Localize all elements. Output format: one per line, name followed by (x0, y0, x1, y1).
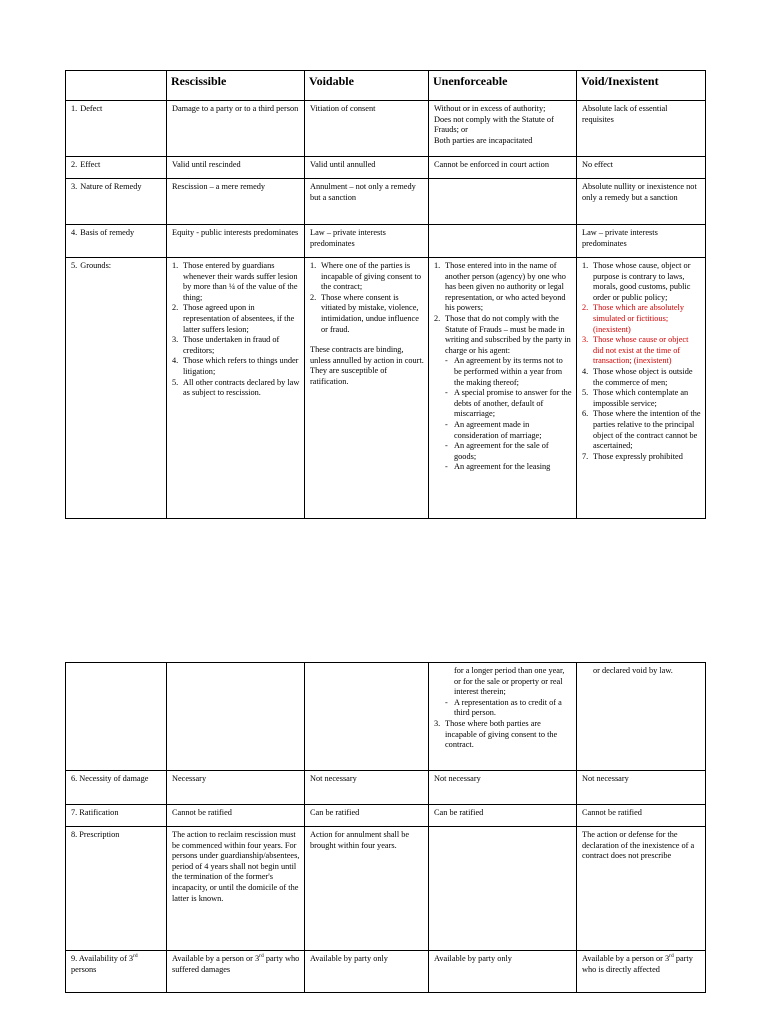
list-item: 2. Those that do not comply with the Statute of Frauds – must be made in writing and subscribed by the party in charge or his agent: (434, 313, 571, 355)
row-number: 4. (71, 228, 78, 237)
cell-rescissible: Equity - public interests predominates (167, 225, 305, 258)
cell-unenforceable (429, 258, 577, 519)
cell-voidable (305, 258, 429, 519)
text-line: Without or in excess of authority; (434, 104, 546, 113)
cell-voidable: Can be ratified (305, 805, 429, 827)
cell-unenforceable (429, 101, 577, 157)
cell-rescissible: The action to reclaim rescission must be commenced within four years. For persons under guardianship/absentees, period of 4 years shall not begin until the termination of the former's incapacity, or until the domicile of the latter is known. (167, 827, 305, 951)
cell-rescissible (167, 258, 305, 519)
sub-list-item-continued: for a longer period than one year, or for the sale or property or real interest therein; (454, 666, 565, 697)
cell-void: Absolute nullity or inexistence not only a remedy but a sanction (577, 179, 706, 225)
row-effect (66, 157, 706, 179)
list-item-highlighted: 2. Those which are absolutely simulated or fictitious; (inexistent) (582, 303, 685, 334)
row-number: 3. (71, 182, 78, 191)
cell-unenforceable: Cannot be enforced in court action (429, 157, 577, 179)
row-label: Grounds: (80, 261, 112, 270)
list-item: 1. Where one of the parties is incapable of giving consent to the contract; (310, 261, 421, 292)
list-item: 3. Those undertaken in fraud of creditors; (172, 335, 280, 355)
cell-rescissible: Rescission – a mere remedy (167, 179, 305, 225)
header-row (66, 71, 706, 101)
header-rescissible: Rescissible (167, 71, 305, 101)
list-item: 1. Those whose cause, object or purpose is contrary to laws, morals, good customs, public order or public policy; (582, 261, 691, 302)
row-label: 8. Prescription (66, 827, 167, 951)
row-availability (66, 951, 706, 993)
cell-void: Available by a person or 3rd party who is directly affected (577, 951, 706, 993)
cell-void (577, 258, 706, 519)
cell-voidable (305, 663, 429, 771)
cell-void: Cannot be ratified (577, 805, 706, 827)
cell-voidable: Action for annulment shall be brought within four years. (305, 827, 429, 951)
header-unenforceable: Unenforceable (429, 71, 577, 101)
row-nature-of-remedy (66, 179, 706, 225)
list-item: 1. Those entered by guardians whenever their wards suffer lesion by more than ¼ of the value of the thing; (172, 261, 298, 302)
cell-voidable: Annulment – not only a remedy but a sanction (305, 179, 429, 225)
cell-rescissible (167, 663, 305, 771)
cell-void: Absolute lack of essential requisites (577, 101, 706, 157)
comparison-table-page-1 (65, 70, 706, 519)
cell-rescissible: Valid until rescinded (167, 157, 305, 179)
sub-list-item: - A special promise to answer for the debts of another, default of miscarriage; (445, 388, 572, 419)
cell-unenforceable: Can be ratified (429, 805, 577, 827)
sub-list-item: - An agreement for the sale of goods; (445, 441, 549, 461)
cell-unenforceable: Available by party only (429, 951, 577, 993)
row-defect (66, 101, 706, 157)
row-label-cell (66, 101, 167, 157)
row-necessity-of-damage (66, 771, 706, 805)
row-label: 9. Availability of 3rd persons (66, 951, 167, 993)
row-label: 7. Ratification (66, 805, 167, 827)
header-void: Void/Inexistent (577, 71, 706, 101)
text-line: Does not comply with the Statute of Frauds; or (434, 114, 554, 135)
row-label-cell (66, 179, 167, 225)
cell-rescissible: Available by a person or 3rd party who suffered damages (167, 951, 305, 993)
cell-voidable: Valid until annulled (305, 157, 429, 179)
cell-void: The action or defense for the declaration of the inexistence of a contract does not prescribe (577, 827, 706, 951)
row-label: Basis of remedy (80, 228, 135, 237)
list-item: 5. All other contracts declared by law as subject to rescission. (172, 377, 300, 398)
row-number: 5. (71, 261, 78, 270)
sub-list-item: - A representation as to credit of a third person. (445, 697, 562, 718)
header-blank (66, 71, 167, 101)
sub-list-item: - An agreement for the leasing (445, 462, 551, 472)
list-item: 2. Those agreed upon in representation of absentees, if the latter suffers lesion; (172, 303, 295, 334)
cell-void (577, 663, 706, 771)
cell-void: Not necessary (577, 771, 706, 805)
row-label-cell (66, 663, 167, 771)
list-item: 2. Those where consent is vitiated by mistake, violence, intimidation, undue influence or fraud. (310, 292, 419, 334)
sub-list-item: - An agreement made in consideration of marriage; (445, 419, 542, 440)
list-item: 5. Those which contemplate an impossible service; (582, 388, 689, 408)
sub-list-item: - An agreement by its terms not to be performed within a year from the making thereof; (445, 356, 563, 387)
cell-voidable: Available by party only (305, 951, 429, 993)
list-item: 4. Those which refers to things under litigation; (172, 356, 299, 376)
list-item: 3. Those where both parties are incapable of giving consent to the contract. (434, 718, 558, 750)
row-prescription (66, 827, 706, 951)
header-voidable: Voidable (305, 71, 429, 101)
list-item: 7. Those expressly prohibited (582, 451, 683, 461)
comparison-table-page-2 (65, 662, 706, 993)
cell-unenforceable (429, 225, 577, 258)
list-item: 1. Those entered into in the name of another person (agency) by one who has been given no authority or legal representation, or who acted beyond his powers; (434, 261, 566, 313)
list-item-continued: or declared void by law. (593, 666, 673, 675)
row-grounds-continued (66, 663, 706, 771)
cell-rescissible: Necessary (167, 771, 305, 805)
cell-unenforceable: Not necessary (429, 771, 577, 805)
row-label: 6. Necessity of damage (66, 771, 167, 805)
row-number: 1. (71, 104, 78, 113)
cell-void: Law – private interests predominates (577, 225, 706, 258)
list-item: 4. Those whose object is outside the commerce of men; (582, 366, 693, 387)
cell-rescissible: Damage to a party or to a third person (167, 101, 305, 157)
cell-unenforceable (429, 663, 577, 771)
row-number: 2. (71, 160, 78, 169)
list-item: 6. Those where the intention of the parties relative to the principal object of the contract cannot be ascertained; (582, 409, 701, 451)
cell-voidable: Law – private interests predominates (305, 225, 429, 258)
cell-unenforceable (429, 827, 577, 951)
cell-rescissible: Cannot be ratified (167, 805, 305, 827)
row-label-cell (66, 157, 167, 179)
row-grounds (66, 258, 706, 519)
row-label: Defect (80, 104, 103, 113)
row-ratification (66, 805, 706, 827)
cell-voidable: Not necessary (305, 771, 429, 805)
note-text: These contracts are binding, unless annulled by action in court. They are susceptible of ratification. (310, 345, 424, 386)
cell-unenforceable (429, 179, 577, 225)
list-item-highlighted: 3. Those whose cause or object did not exist at the time of transaction; (inexistent) (582, 335, 689, 366)
text-line: Both parties are incapacitated (434, 135, 533, 145)
row-label: Effect (80, 160, 101, 169)
row-label: Nature of Remedy (80, 182, 142, 191)
cell-void: No effect (577, 157, 706, 179)
row-label-cell (66, 225, 167, 258)
row-basis-of-remedy (66, 225, 706, 258)
row-label-cell (66, 258, 167, 519)
cell-voidable: Vitiation of consent (305, 101, 429, 157)
